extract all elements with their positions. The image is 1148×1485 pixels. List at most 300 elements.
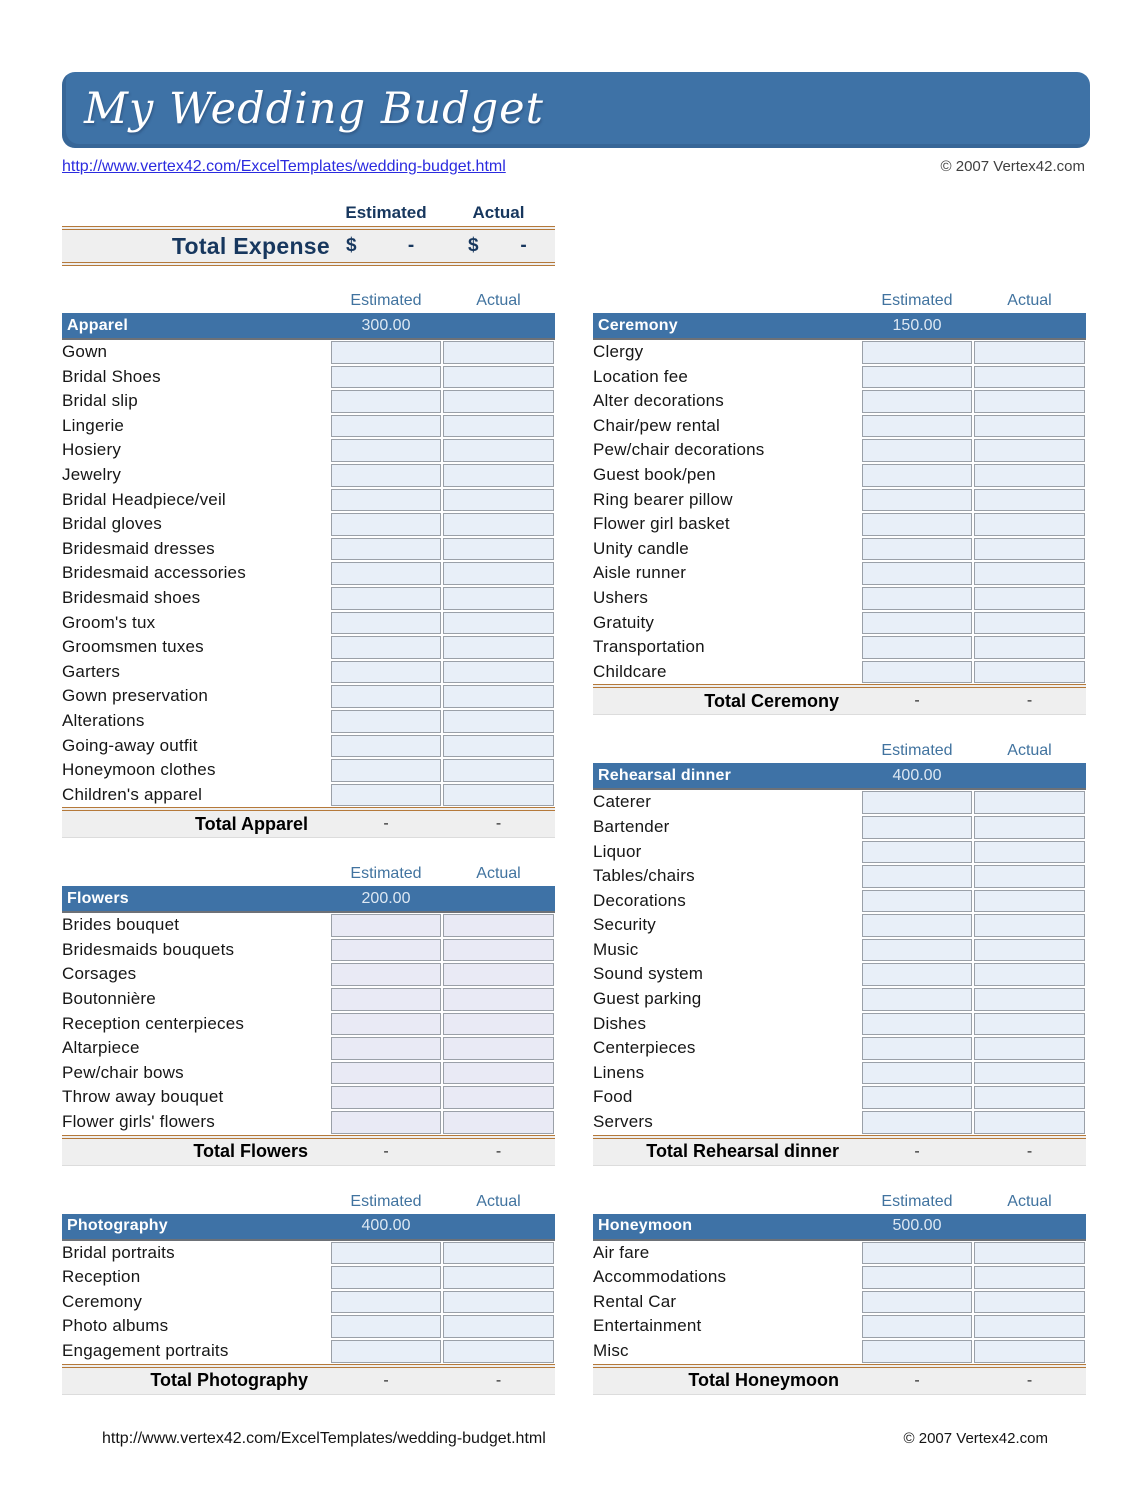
estimated-cell[interactable] xyxy=(862,489,972,512)
actual-cell[interactable] xyxy=(443,538,554,561)
estimated-cell[interactable] xyxy=(862,841,972,864)
budget-item-row xyxy=(62,1241,555,1266)
item-label: Aisle runner xyxy=(593,563,687,583)
total-label: Total Honeymoon xyxy=(688,1370,839,1391)
section-total-row xyxy=(62,1364,555,1395)
budget-item-row xyxy=(593,463,1086,488)
section-column-headers xyxy=(62,865,555,882)
actual-cell[interactable] xyxy=(974,661,1085,684)
item-label: Bridesmaid dresses xyxy=(62,538,215,558)
section-name: Flowers xyxy=(67,889,129,907)
estimated-cell[interactable] xyxy=(331,939,441,962)
estimated-cell[interactable] xyxy=(862,890,972,913)
estimated-cell[interactable] xyxy=(331,1062,441,1085)
total-actual: - xyxy=(1026,692,1033,710)
item-label: Bridal Shoes xyxy=(62,366,161,386)
section-header-bar xyxy=(62,886,555,913)
actual-cell[interactable] xyxy=(974,538,1085,561)
total-expense-summary xyxy=(62,203,555,266)
section-total-row xyxy=(62,807,555,838)
actual-cell[interactable] xyxy=(974,562,1085,585)
budget-item-row xyxy=(593,611,1086,636)
actual-cell[interactable] xyxy=(974,841,1085,864)
actual-cell[interactable] xyxy=(974,341,1085,364)
column-header-actual: Actual xyxy=(476,292,521,309)
total-actual: - xyxy=(495,815,502,833)
section-total-row xyxy=(62,1135,555,1166)
section-total-row xyxy=(593,684,1086,715)
estimated-cell[interactable] xyxy=(862,587,972,610)
actual-cell[interactable] xyxy=(443,1242,554,1265)
column-header-estimated: Estimated xyxy=(881,1192,953,1210)
section-name: Honeymoon xyxy=(598,1217,693,1235)
item-label: Alter decorations xyxy=(593,391,724,411)
item-label: Air fare xyxy=(593,1242,650,1262)
estimated-cell[interactable] xyxy=(331,464,441,487)
budget-item-row xyxy=(62,488,555,513)
budget-item-row xyxy=(593,889,1086,914)
item-label: Bridal gloves xyxy=(62,514,162,534)
estimated-cell[interactable] xyxy=(331,366,441,389)
item-label: Chair/pew rental xyxy=(593,415,720,435)
actual-cell[interactable] xyxy=(443,988,554,1011)
section-budget-value: 500.00 xyxy=(892,1217,942,1235)
estimated-cell[interactable] xyxy=(331,759,441,782)
summary-actual-header: Actual xyxy=(472,203,525,222)
section-rows xyxy=(593,790,1086,1134)
actual-cell[interactable] xyxy=(974,464,1085,487)
actual-cell[interactable] xyxy=(974,636,1085,659)
item-label: Accommodations xyxy=(593,1267,727,1287)
actual-cell[interactable] xyxy=(974,587,1085,610)
item-label: Sound system xyxy=(593,964,704,984)
item-label: Engagement portraits xyxy=(62,1341,229,1360)
budget-item-row xyxy=(62,365,555,390)
estimated-cell[interactable] xyxy=(331,439,441,462)
section-header-bar xyxy=(62,1214,555,1241)
estimated-cell[interactable] xyxy=(331,1111,441,1134)
actual-cell[interactable] xyxy=(974,1315,1085,1338)
item-label: Jewelry xyxy=(62,464,122,484)
budget-item-row xyxy=(62,1036,555,1061)
estimated-cell[interactable] xyxy=(862,791,972,814)
item-label: Clergy xyxy=(593,342,644,361)
actual-cell[interactable] xyxy=(974,890,1085,913)
total-estimated: - xyxy=(914,1142,920,1160)
item-label: Dishes xyxy=(593,1013,647,1033)
actual-cell[interactable] xyxy=(443,661,554,684)
section-header-bar xyxy=(593,763,1086,790)
item-label: Ring bearer pillow xyxy=(593,489,733,509)
actual-cell[interactable] xyxy=(443,366,554,389)
total-label: Total Apparel xyxy=(194,813,308,834)
budget-item-row xyxy=(62,987,555,1012)
item-label: Reception xyxy=(62,1267,141,1287)
actual-cell[interactable] xyxy=(443,1111,554,1134)
estimated-cell[interactable] xyxy=(862,865,972,888)
budget-item-row xyxy=(62,709,555,734)
actual-currency-symbol: $ xyxy=(468,235,479,256)
section-column-headers xyxy=(62,1193,555,1210)
estimated-cell[interactable] xyxy=(331,587,441,610)
budget-item-row xyxy=(62,1314,555,1339)
actual-cell[interactable] xyxy=(443,1086,554,1109)
estimated-cell[interactable] xyxy=(862,390,972,413)
budget-item-row xyxy=(62,537,555,562)
estimated-cell[interactable] xyxy=(862,612,972,635)
actual-cell[interactable] xyxy=(443,636,554,659)
estimated-cell[interactable] xyxy=(862,366,972,389)
estimated-cell[interactable] xyxy=(331,341,441,364)
estimated-cell[interactable] xyxy=(862,538,972,561)
item-label: Flower girls' flowers xyxy=(62,1112,215,1132)
estimated-cell[interactable] xyxy=(331,914,441,937)
estimated-cell[interactable] xyxy=(331,685,441,708)
estimated-cell[interactable] xyxy=(862,513,972,536)
actual-cell[interactable] xyxy=(974,1242,1085,1265)
item-label: Pew/chair bows xyxy=(62,1062,184,1082)
estimated-cell[interactable] xyxy=(331,735,441,758)
section-name: Apparel xyxy=(67,316,128,334)
budget-item-row xyxy=(593,1290,1086,1315)
item-label: Caterer xyxy=(593,792,652,812)
page-title: My Wedding Budget xyxy=(84,84,544,134)
actual-cell[interactable] xyxy=(443,612,554,635)
estimated-cell[interactable] xyxy=(862,464,972,487)
actual-cell[interactable] xyxy=(974,914,1085,937)
section-rows xyxy=(62,1241,555,1364)
budget-item-row xyxy=(593,389,1086,414)
estimated-cell[interactable] xyxy=(862,1037,972,1060)
budget-section xyxy=(62,1193,555,1395)
actual-cell[interactable] xyxy=(443,685,554,708)
item-label: Alterations xyxy=(62,710,145,730)
estimated-cell[interactable] xyxy=(862,988,972,1011)
budget-item-row xyxy=(593,340,1086,365)
estimated-cell[interactable] xyxy=(331,1086,441,1109)
actual-cell[interactable] xyxy=(443,1340,554,1363)
column-header-estimated: Estimated xyxy=(350,292,422,309)
actual-cell[interactable] xyxy=(974,513,1085,536)
actual-cell[interactable] xyxy=(974,439,1085,462)
budget-item-row xyxy=(593,790,1086,815)
actual-cell[interactable] xyxy=(443,963,554,986)
budget-item-row xyxy=(593,962,1086,987)
estimated-cell[interactable] xyxy=(331,988,441,1011)
item-label: Unity candle xyxy=(593,538,689,558)
estimated-cell[interactable] xyxy=(331,538,441,561)
column-header-actual: Actual xyxy=(1007,1192,1052,1210)
item-label: Bridal Headpiece/veil xyxy=(62,489,226,509)
item-label: Tables/chairs xyxy=(593,866,695,886)
estimated-cell[interactable] xyxy=(331,963,441,986)
item-label: Ushers xyxy=(593,587,649,607)
item-label: Food xyxy=(593,1087,633,1107)
item-label: Photo albums xyxy=(62,1316,169,1336)
budget-item-row xyxy=(593,438,1086,463)
estimated-cell[interactable] xyxy=(862,341,972,364)
section-name: Photography xyxy=(67,1217,168,1235)
actual-cell[interactable] xyxy=(443,489,554,512)
item-label: Groomsmen tuxes xyxy=(62,637,204,657)
actual-cell[interactable] xyxy=(443,1013,554,1036)
actual-cell[interactable] xyxy=(443,1266,554,1289)
budget-item-row xyxy=(593,1110,1086,1135)
actual-cell[interactable] xyxy=(974,939,1085,962)
actual-cell[interactable] xyxy=(974,390,1085,413)
actual-cell[interactable] xyxy=(443,341,554,364)
item-label: Entertainment xyxy=(593,1316,702,1336)
budget-item-row xyxy=(593,365,1086,390)
footer-url[interactable]: http://www.vertex42.com/ExcelTemplates/wedding-budget.html xyxy=(102,1430,546,1447)
column-header-actual: Actual xyxy=(476,1192,521,1210)
actual-cell[interactable] xyxy=(974,816,1085,839)
item-label: Guest book/pen xyxy=(593,464,716,484)
section-total-row xyxy=(593,1364,1086,1395)
column-header-estimated: Estimated xyxy=(350,865,422,883)
total-estimated: - xyxy=(383,815,389,833)
actual-cell[interactable] xyxy=(974,1340,1085,1363)
actual-cell[interactable] xyxy=(974,1062,1085,1085)
budget-item-row xyxy=(593,1085,1086,1110)
estimated-cell[interactable] xyxy=(331,390,441,413)
estimated-cell[interactable] xyxy=(331,612,441,635)
budget-item-row xyxy=(593,586,1086,611)
total-expense-estimated-value: - xyxy=(407,235,415,256)
item-label: Honeymoon clothes xyxy=(62,760,216,780)
actual-cell[interactable] xyxy=(443,914,554,937)
item-label: Flower girl basket xyxy=(593,514,730,534)
estimated-cell[interactable] xyxy=(331,1315,441,1338)
actual-cell[interactable] xyxy=(443,759,554,782)
summary-estimated-header: Estimated xyxy=(345,203,427,222)
total-expense-label: Total Expense xyxy=(171,232,330,259)
estimated-cell[interactable] xyxy=(331,562,441,585)
actual-cell[interactable] xyxy=(443,513,554,536)
budget-item-row xyxy=(593,1339,1086,1364)
budget-item-row xyxy=(593,414,1086,439)
budget-item-row xyxy=(593,512,1086,537)
column-header-actual: Actual xyxy=(476,865,521,883)
page-footer xyxy=(0,1430,1148,1448)
column-header-estimated: Estimated xyxy=(350,1192,422,1210)
actual-cell[interactable] xyxy=(443,1315,554,1338)
budget-item-row xyxy=(593,815,1086,840)
actual-cell[interactable] xyxy=(443,735,554,758)
actual-cell[interactable] xyxy=(974,489,1085,512)
estimated-cell[interactable] xyxy=(862,1111,972,1134)
actual-cell[interactable] xyxy=(443,415,554,438)
estimated-cell[interactable] xyxy=(862,636,972,659)
actual-cell[interactable] xyxy=(443,784,554,807)
item-label: Garters xyxy=(62,661,121,681)
total-label: Total Ceremony xyxy=(704,690,839,711)
budget-item-row xyxy=(62,938,555,963)
item-label: Bridal portraits xyxy=(62,1242,175,1262)
estimated-cell[interactable] xyxy=(862,1291,972,1314)
actual-cell[interactable] xyxy=(974,1086,1085,1109)
estimated-cell[interactable] xyxy=(862,816,972,839)
estimated-cell[interactable] xyxy=(331,513,441,536)
budget-item-row xyxy=(62,561,555,586)
right-column xyxy=(593,292,1086,1395)
budget-item-row xyxy=(62,734,555,759)
actual-cell[interactable] xyxy=(974,366,1085,389)
estimated-cell[interactable] xyxy=(862,661,972,684)
estimated-cell[interactable] xyxy=(862,1340,972,1363)
item-label: Bridal slip xyxy=(62,391,138,411)
budget-item-row xyxy=(62,758,555,783)
item-label: Music xyxy=(593,939,639,959)
budget-item-row xyxy=(593,1036,1086,1061)
budget-item-row xyxy=(593,1061,1086,1086)
estimated-cell[interactable] xyxy=(331,636,441,659)
section-total-row xyxy=(593,1135,1086,1166)
item-label: Ceremony xyxy=(62,1291,143,1311)
budget-item-row xyxy=(62,389,555,414)
estimated-cell[interactable] xyxy=(331,489,441,512)
estimated-cell[interactable] xyxy=(862,1013,972,1036)
actual-cell[interactable] xyxy=(443,1062,554,1085)
actual-cell[interactable] xyxy=(974,963,1085,986)
section-budget-value: 150.00 xyxy=(892,316,942,334)
item-label: Gratuity xyxy=(593,612,655,632)
actual-cell[interactable] xyxy=(443,439,554,462)
estimated-cell[interactable] xyxy=(862,439,972,462)
column-header-estimated: Estimated xyxy=(881,292,953,309)
header-link-row xyxy=(62,158,1085,176)
budget-item-row xyxy=(593,1012,1086,1037)
budget-section xyxy=(593,292,1086,715)
actual-cell[interactable] xyxy=(974,988,1085,1011)
budget-item-row xyxy=(593,1265,1086,1290)
budget-item-row xyxy=(62,783,555,808)
section-name: Rehearsal dinner xyxy=(598,766,732,784)
item-label: Transportation xyxy=(593,637,705,657)
section-budget-value: 200.00 xyxy=(361,889,411,907)
estimated-cell[interactable] xyxy=(862,1266,972,1289)
actual-cell[interactable] xyxy=(974,1013,1085,1036)
budget-item-row xyxy=(62,1110,555,1135)
actual-cell[interactable] xyxy=(443,1291,554,1314)
section-header-bar xyxy=(593,313,1086,340)
actual-cell[interactable] xyxy=(974,1111,1085,1134)
estimated-cell[interactable] xyxy=(331,1013,441,1036)
estimated-cell[interactable] xyxy=(331,710,441,733)
item-label: Location fee xyxy=(593,366,689,386)
section-budget-value: 400.00 xyxy=(361,1217,411,1235)
item-label: Corsages xyxy=(62,964,137,984)
estimated-cell[interactable] xyxy=(331,1037,441,1060)
budget-item-row xyxy=(62,586,555,611)
estimated-cell[interactable] xyxy=(331,415,441,438)
actual-cell[interactable] xyxy=(974,1266,1085,1289)
budget-item-row xyxy=(593,537,1086,562)
total-actual: - xyxy=(495,1142,502,1160)
column-header-actual: Actual xyxy=(1007,292,1052,309)
budget-item-row xyxy=(62,611,555,636)
budget-item-row xyxy=(62,414,555,439)
actual-cell[interactable] xyxy=(974,865,1085,888)
section-column-headers xyxy=(593,292,1086,309)
summary-column-headers xyxy=(62,203,555,223)
actual-cell[interactable] xyxy=(443,939,554,962)
budget-item-row xyxy=(593,864,1086,889)
budget-item-row xyxy=(593,561,1086,586)
section-header-bar xyxy=(62,313,555,340)
total-estimated: - xyxy=(914,692,920,710)
estimated-cell[interactable] xyxy=(331,661,441,684)
total-expense-actual-value: - xyxy=(520,235,527,256)
actual-cell[interactable] xyxy=(974,1037,1085,1060)
total-expense-row xyxy=(62,226,555,266)
actual-cell[interactable] xyxy=(443,587,554,610)
estimated-cell[interactable] xyxy=(862,914,972,937)
budget-item-row xyxy=(593,488,1086,513)
item-label: Security xyxy=(593,915,657,935)
item-label: Throw away bouquet xyxy=(62,1087,224,1107)
actual-cell[interactable] xyxy=(974,612,1085,635)
estimated-cell[interactable] xyxy=(862,1062,972,1085)
item-label: Gown preservation xyxy=(62,686,209,706)
actual-cell[interactable] xyxy=(974,415,1085,438)
estimated-cell[interactable] xyxy=(862,1242,972,1265)
actual-cell[interactable] xyxy=(443,464,554,487)
estimated-cell[interactable] xyxy=(331,784,441,807)
budget-section xyxy=(593,1193,1086,1395)
estimated-cell[interactable] xyxy=(862,562,972,585)
budget-item-row xyxy=(62,438,555,463)
section-header-bar xyxy=(593,1214,1086,1241)
total-label: Total Photography xyxy=(150,1370,308,1391)
budget-item-row xyxy=(62,1265,555,1290)
total-actual: - xyxy=(1026,1371,1033,1389)
budget-item-row xyxy=(62,660,555,685)
total-actual: - xyxy=(495,1371,502,1389)
item-label: Bridesmaid accessories xyxy=(62,563,246,583)
item-label: Reception centerpieces xyxy=(62,1013,245,1033)
template-url-link[interactable]: http://www.vertex42.com/ExcelTemplates/wedding-budget.html xyxy=(62,158,506,175)
budget-item-row xyxy=(593,1241,1086,1266)
estimated-currency-symbol: $ xyxy=(346,235,357,256)
actual-cell[interactable] xyxy=(443,562,554,585)
item-label: Hosiery xyxy=(62,440,122,460)
left-column xyxy=(62,292,555,1395)
section-budget-value: 300.00 xyxy=(361,316,411,334)
actual-cell[interactable] xyxy=(443,710,554,733)
item-label: Servers xyxy=(593,1112,653,1132)
estimated-cell[interactable] xyxy=(862,1315,972,1338)
actual-cell[interactable] xyxy=(974,791,1085,814)
actual-cell[interactable] xyxy=(443,1037,554,1060)
estimated-cell[interactable] xyxy=(862,415,972,438)
budget-item-row xyxy=(593,840,1086,865)
estimated-cell[interactable] xyxy=(331,1291,441,1314)
budget-item-row xyxy=(62,1339,555,1364)
estimated-cell[interactable] xyxy=(862,1086,972,1109)
estimated-cell[interactable] xyxy=(862,939,972,962)
estimated-cell[interactable] xyxy=(331,1340,441,1363)
item-label: Linens xyxy=(593,1062,645,1082)
title-banner xyxy=(62,72,1090,148)
actual-cell[interactable] xyxy=(974,1291,1085,1314)
item-label: Decorations xyxy=(593,890,686,910)
estimated-cell[interactable] xyxy=(331,1242,441,1265)
estimated-cell[interactable] xyxy=(331,1266,441,1289)
footer-copyright: © 2007 Vertex42.com xyxy=(903,1430,1048,1447)
actual-cell[interactable] xyxy=(443,390,554,413)
estimated-cell[interactable] xyxy=(862,963,972,986)
